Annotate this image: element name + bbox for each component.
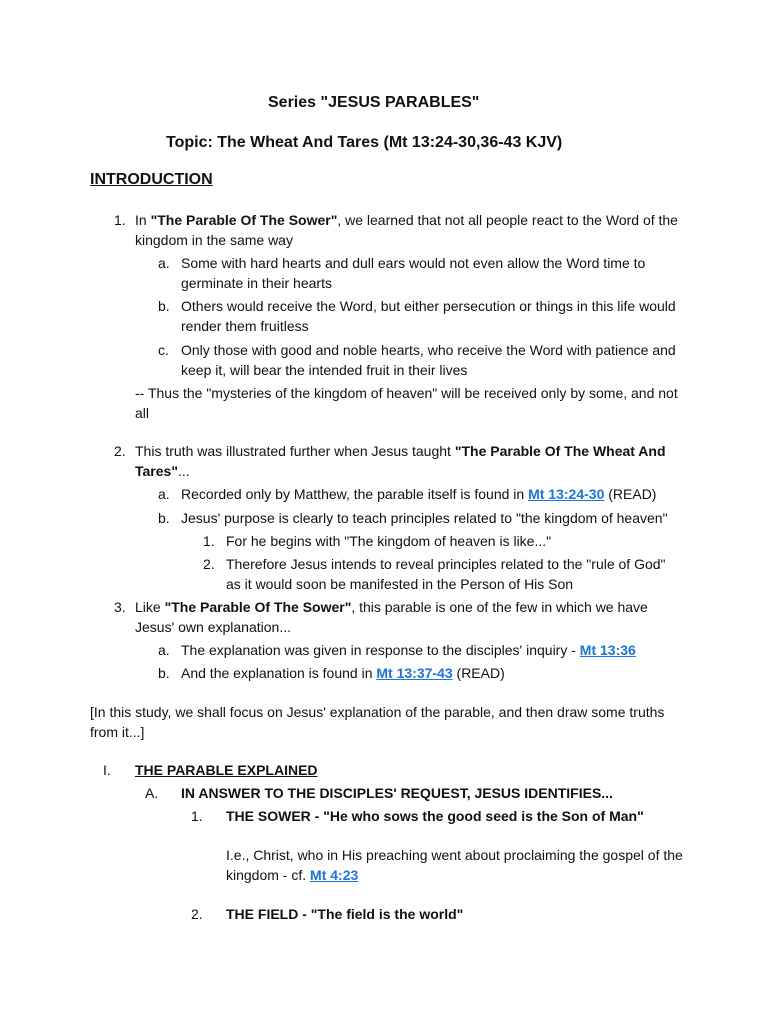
- item-title: THE SOWER - "He who sows the good seed is the Son of Man": [226, 808, 644, 824]
- scripture-link[interactable]: Mt 13:24-30: [528, 486, 605, 502]
- series-title: Series "JESUS PARABLES": [268, 94, 480, 111]
- item-body: kingdom - cf. Mt 4:23: [226, 867, 359, 883]
- nested-list-text: For he begins with "The kingdom of heaven is like...": [226, 533, 552, 549]
- list-item-text: kingdom in the same way: [135, 232, 293, 248]
- list-number: 1.: [114, 212, 126, 228]
- summary-text: all: [135, 405, 150, 421]
- section-title: THE PARABLE EXPLAINED: [135, 762, 318, 778]
- sub-list-text: keep it, will bear the intended fruit in their lives: [181, 362, 468, 378]
- study-note: [In this study, we shall focus on Jesus' explanation of the parable, and then draw some truths: [90, 704, 665, 720]
- list-number: 2.: [114, 443, 126, 459]
- list-number: 3.: [114, 599, 126, 615]
- sub-list-text: germinate in their hearts: [181, 275, 332, 291]
- list-item-text: This truth was illustrated further when Jesus taught "The Parable Of The Wheat And: [135, 443, 666, 459]
- list-item-text: Like "The Parable Of The Sower", this parable is one of the few in which we have: [135, 599, 648, 615]
- summary-text: -- Thus the "mysteries of the kingdom of heaven" will be received only by some, and not: [135, 385, 678, 401]
- sub-list-marker: b.: [158, 298, 170, 314]
- sub-list-text: Some with hard hearts and dull ears would not even allow the Word time to: [181, 255, 646, 271]
- item-number: 1.: [191, 808, 203, 824]
- sub-list-marker: b.: [158, 665, 170, 681]
- sub-list-text: Jesus' purpose is clearly to teach principles related to "the kingdom of heaven": [181, 510, 668, 526]
- sub-list-text: render them fruitless: [181, 318, 309, 334]
- scripture-link[interactable]: Mt 4:23: [310, 867, 359, 883]
- list-item-text: Tares"...: [135, 463, 190, 479]
- item-number: 2.: [191, 906, 203, 922]
- item-body: I.e., Christ, who in His preaching went about proclaiming the gospel of the: [226, 847, 683, 863]
- sub-list-marker: a.: [158, 255, 170, 271]
- scripture-link[interactable]: Mt 13:36: [579, 642, 636, 658]
- sub-list-text: And the explanation is found in Mt 13:37-43 (READ): [181, 665, 505, 681]
- nested-list-number: 2.: [203, 556, 215, 572]
- study-note: from it...]: [90, 724, 145, 740]
- introduction-heading: INTRODUCTION: [90, 171, 213, 188]
- sub-list-marker: c.: [158, 342, 169, 358]
- sub-list-marker: b.: [158, 510, 170, 526]
- list-item-text: Jesus' own explanation...: [135, 619, 291, 635]
- sub-list-text: Only those with good and noble hearts, who receive the Word with patience and: [181, 342, 676, 358]
- nested-list-number: 1.: [203, 533, 215, 549]
- sub-list-marker: a.: [158, 642, 170, 658]
- section-number: I.: [103, 762, 111, 778]
- subsection-marker: A.: [145, 785, 159, 801]
- sub-list-text: The explanation was given in response to the disciples' inquiry - Mt 13:36: [181, 642, 636, 658]
- nested-list-text: as it would soon be manifested in the Person of His Son: [226, 576, 574, 592]
- list-item-text: In "The Parable Of The Sower", we learned that not all people react to the Word of the: [135, 212, 678, 228]
- sub-list-text: Recorded only by Matthew, the parable itself is found in Mt 13:24-30 (READ): [181, 486, 657, 502]
- topic-title: Topic: The Wheat And Tares (Mt 13:24-30,36-43 KJV): [166, 134, 563, 151]
- nested-list-text: Therefore Jesus intends to reveal principles related to the "rule of God": [226, 556, 666, 572]
- sub-list-text: Others would receive the Word, but either persecution or things in this life would: [181, 298, 676, 314]
- item-title: THE FIELD - "The field is the world": [226, 906, 464, 922]
- scripture-link[interactable]: Mt 13:37-43: [376, 665, 453, 681]
- subsection-title: IN ANSWER TO THE DISCIPLES' REQUEST, JESUS IDENTIFIES...: [181, 785, 613, 801]
- sub-list-marker: a.: [158, 486, 170, 502]
